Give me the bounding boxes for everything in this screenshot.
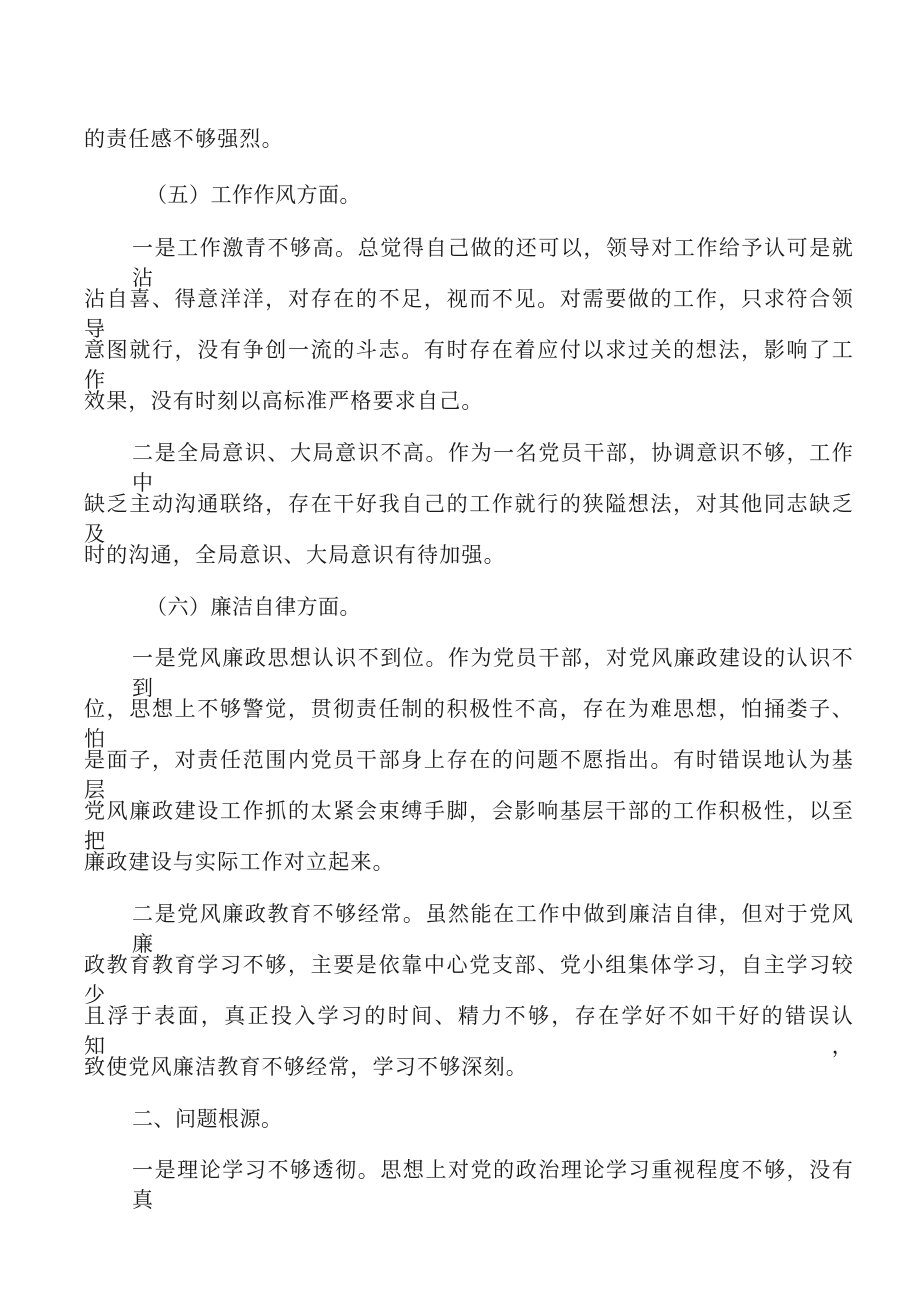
paragraph-line: 二是全局意识、大局意识不高。作为一名党员干部，协调意识不够，工作中 [132,441,854,495]
paragraph-line: 廉政建设与实际工作对立起来。 [84,850,395,874]
paragraph-line: 缺乏主动沟通联络，存在干好我自己的工作就行的狭隘想法，对其他同志缺乏及 [84,492,854,546]
paragraph-line: 效果，没有时刻以高标准严格要求自己。 [84,389,484,413]
paragraph-line: 一是理论学习不够透彻。思想上对党的政治理论学习重视程度不够，没有真 [132,1158,854,1212]
paragraph-line: 的责任感不够强烈。 [84,127,284,151]
paragraph-line: 且浮于表面，真正投入学习的时间、精力不够，存在学好不如干好的错误认知， [84,1004,854,1058]
paragraph-line: 一是党风廉政思想认识不到位。作为党员干部，对党风廉政建设的认识不到 [132,646,854,700]
paragraph-line: 是面子，对责任范围内党员干部身上存在的问题不愿指出。有时错误地认为基层 [84,748,854,802]
paragraph-line: 意图就行，没有争创一流的斗志。有时存在着应付以求过关的想法，影响了工作 [84,338,854,392]
paragraph-line: 致使党风廉洁教育不够经常，学习不够深刻。 [84,1055,528,1079]
paragraph-line: 沾自喜、得意洋洋，对存在的不足，视而不见。对需要做的工作，只求符合领导 [84,287,854,341]
paragraph-line: 一是工作激青不够高。总觉得自己做的还可以，领导对工作给予认可是就沾 [132,236,854,290]
section-heading: 二、问题根源。 [132,1107,283,1131]
section-heading: （六）廉洁自律方面。 [146,595,361,619]
paragraph-line: 二是党风廉政教育不够经常。虽然能在工作中做到廉洁自律，但对于党风廉 [132,902,854,956]
paragraph-line: 政教育教育学习不够，主要是依靠中心党支部、党小组集体学习，自主学习较少 [84,953,854,1007]
section-heading: （五）工作作风方面。 [146,183,361,207]
paragraph-line: 党风廉政建设工作抓的太紧会束缚手脚，会影响基层干部的工作积极性，以至把 [84,799,854,853]
paragraph-line: 位，思想上不够警觉，贯彻责任制的积极性不高，存在为难思想，怕捅娄子、怕 [84,697,854,751]
paragraph-line: 时的沟通，全局意识、大局意识有待加强。 [84,543,506,567]
